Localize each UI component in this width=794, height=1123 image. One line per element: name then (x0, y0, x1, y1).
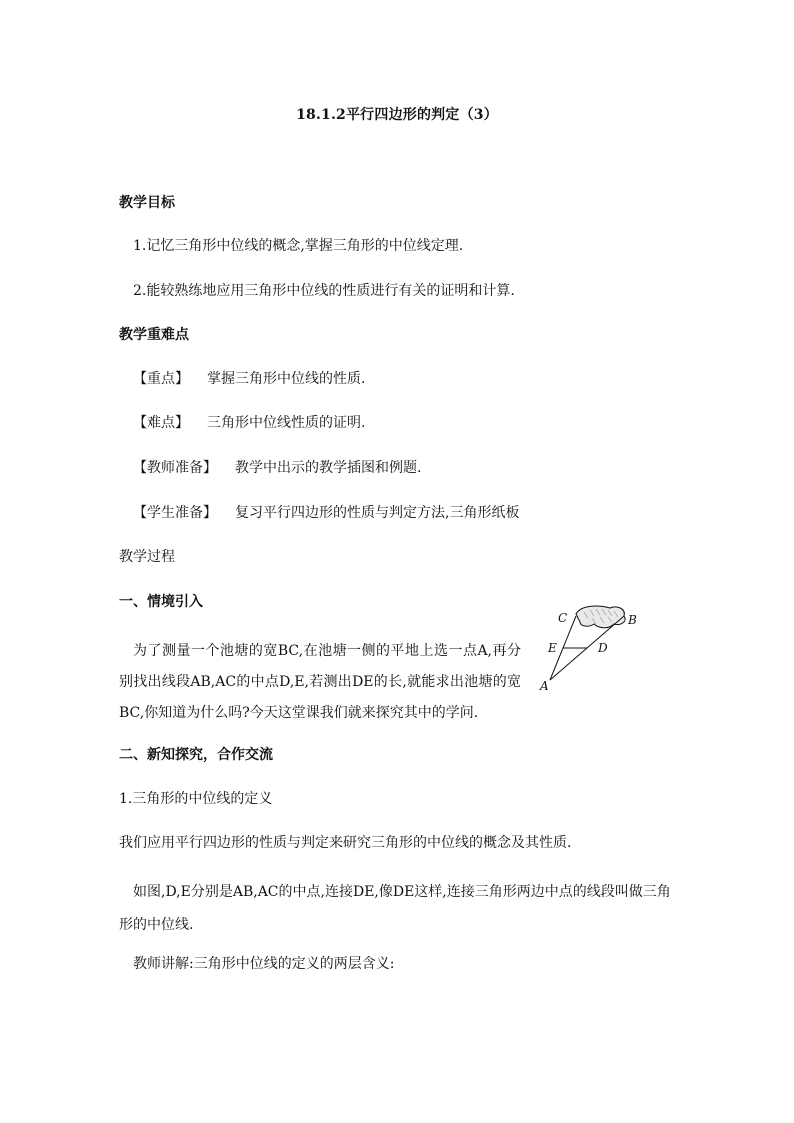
pond-figure (536, 600, 644, 692)
section-1-paragraph: 为了测量一个池塘的宽BC,在池塘一侧的平地上选一点A,再分别找出线段AB,AC的中点D,E,若测出DE的长,就能求出池塘的宽BC,你知道为什么吗?今天这堂课我们就来探究其中的学问. (119, 643, 521, 721)
process-heading: 教学过程 (119, 549, 175, 565)
section-1-heading: 一、情境引入 (119, 594, 203, 610)
subsection-1-intro: 我们应用平行四边形的性质与判定来研究三角形的中位线的概念及其性质. (119, 835, 572, 851)
label-d: D (598, 641, 608, 655)
difficulty-text: 三角形中位线性质的证明. (207, 415, 366, 431)
key-point-row (133, 369, 365, 389)
student-prep-text: 复习平行四边形的性质与判定方法,三角形纸板 (235, 505, 520, 521)
teacher-prep-row (133, 458, 421, 478)
difficulty-row (133, 413, 365, 433)
key-points-heading: 教学重难点 (119, 327, 189, 343)
subsection-1-heading: 1.三角形的中位线的定义 (119, 791, 273, 807)
label-c: C (558, 611, 568, 625)
student-prep-label: 【学生准备】 (133, 505, 217, 521)
label-e: E (548, 641, 557, 655)
teacher-prep-label: 【教师准备】 (133, 460, 217, 476)
objective-2: 2.能较熟练地应用三角形中位线的性质进行有关的证明和计算. (133, 283, 515, 299)
key-label: 【重点】 (133, 371, 189, 387)
teacher-explain: 教师讲解:三角形中位线的定义的两层含义: (133, 956, 395, 972)
section-2-heading: 二、新知探究，合作交流 (119, 747, 273, 763)
objective-1: 1.记忆三角形中位线的概念,掌握三角形的中位线定理. (133, 238, 464, 254)
key-text: 掌握三角形中位线的性质. (207, 371, 366, 387)
objectives-heading: 教学目标 (119, 195, 175, 211)
definition-paragraph: 如图,D,E分别是AB,AC的中点,连接DE,像DE这样,连接三角形两边中点的线段叫做三角形的中位线. (119, 884, 671, 933)
label-b: B (628, 613, 637, 627)
difficulty-label: 【难点】 (133, 415, 189, 431)
page-title: 18.1.2平行四边形的判定（3） (296, 107, 498, 123)
label-a: A (540, 679, 549, 692)
teacher-prep-text: 教学中出示的教学插图和例题. (235, 460, 422, 476)
student-prep-row (133, 503, 519, 523)
